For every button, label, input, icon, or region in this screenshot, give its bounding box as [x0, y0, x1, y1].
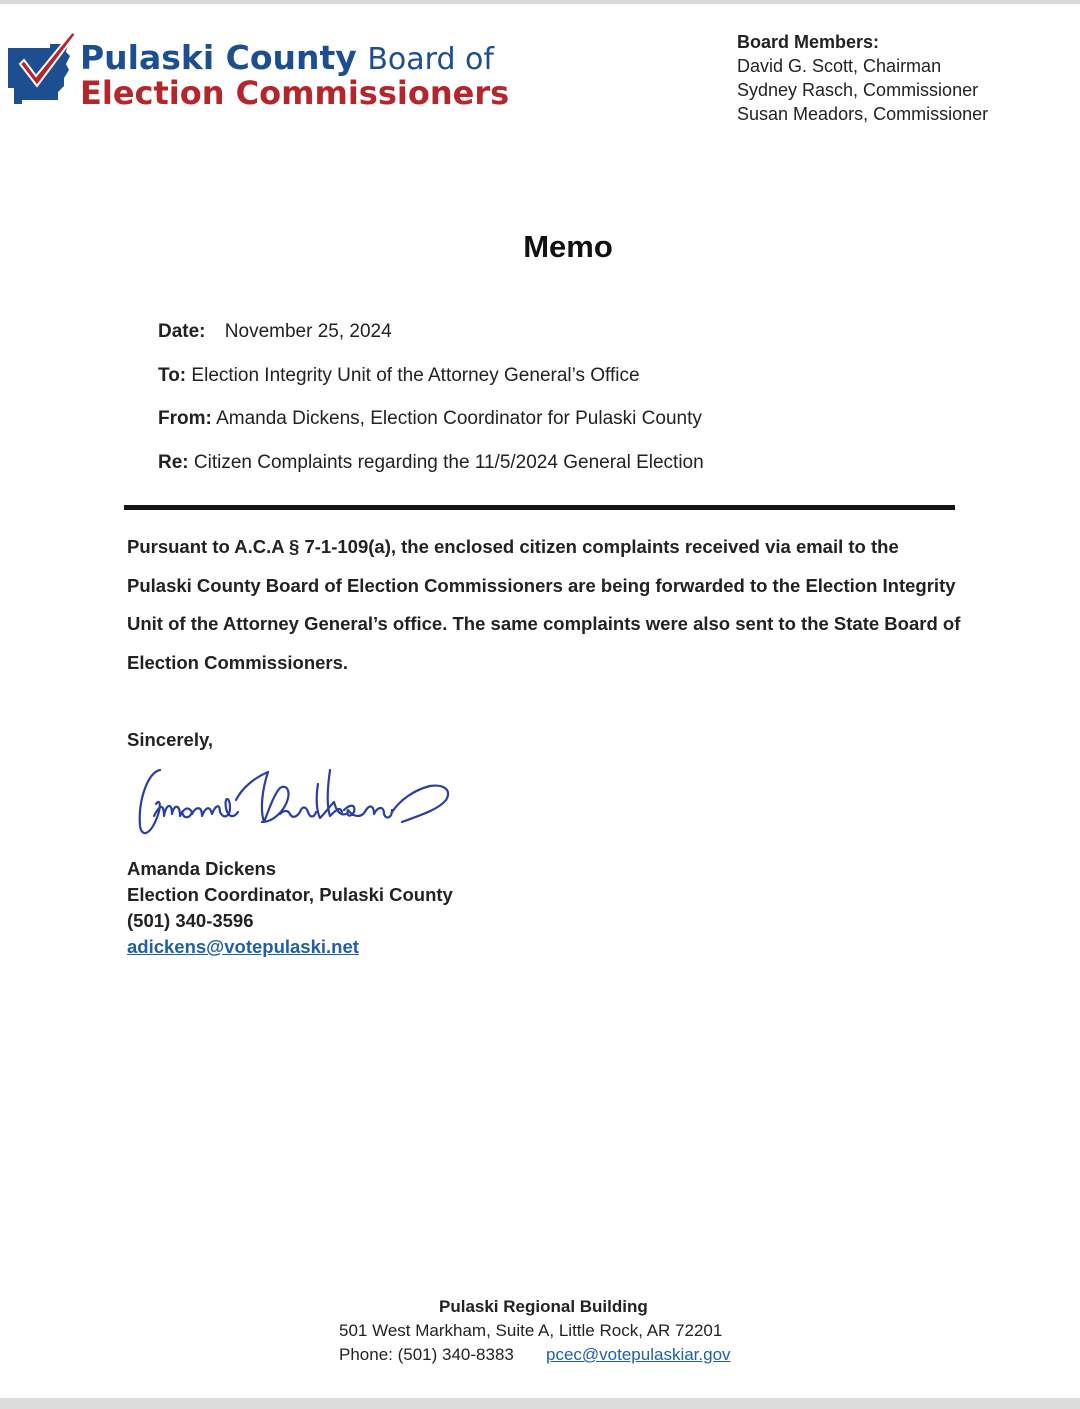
memo-from-field	[158, 407, 702, 431]
footer-building: Pulaski Regional Building	[439, 1297, 648, 1316]
logo-title-line2: Election Commissioners	[80, 74, 510, 112]
date-label: Date:	[158, 321, 206, 342]
memo-date-field	[158, 320, 392, 344]
bottom-border	[0, 1398, 1080, 1409]
re-label: Re:	[158, 452, 189, 473]
logo-county-name: Pulaski County	[80, 38, 357, 77]
signer-email-link[interactable]: adickens@votepulaski.net	[127, 936, 359, 957]
from-label: From:	[158, 408, 212, 429]
from-value: Amanda Dickens, Election Coordinator for Pulaski County	[216, 408, 702, 429]
board-member: Susan Meadors, Commissioner	[737, 104, 989, 124]
signer-title: Election Coordinator, Pulaski County	[127, 884, 453, 905]
logo-board-of: Board of	[367, 42, 494, 77]
board-member: Sydney Rasch, Commissioner	[737, 80, 979, 100]
memo-body-paragraph: Pursuant to A.C.A § 7-1-109(a), the enclosed citizen complaints received via email to the Pulaski County Board of Election Commissioners are being forwarded to the Election Integrity Unit of the Attorney General’s office. The same complaints were also sent to the State Board of Election Commissioners.	[127, 536, 961, 674]
closing-salutation: Sincerely,	[127, 729, 214, 750]
signer-name: Amanda Dickens	[127, 858, 277, 879]
handwritten-signature	[130, 760, 470, 846]
memo-title: Memo	[523, 229, 613, 264]
signature-block	[127, 856, 453, 960]
footer-phone: Phone: (501) 340-8383	[339, 1345, 514, 1364]
footer-address: 501 West Markham, Suite A, Little Rock, AR 72201	[339, 1321, 723, 1340]
memo-to-field	[158, 364, 640, 388]
re-value: Citizen Complaints regarding the 11/5/2024 General Election	[193, 452, 704, 473]
to-value: Election Integrity Unit of the Attorney General’s Office	[191, 365, 640, 386]
to-label: To:	[158, 365, 187, 386]
top-border	[0, 0, 1080, 4]
signer-phone: (501) 340-3596	[127, 910, 254, 931]
date-value: November 25, 2024	[224, 321, 392, 342]
header-divider	[124, 505, 955, 510]
memo-re-field	[158, 451, 704, 475]
board-members-list	[737, 30, 988, 126]
arkansas-checkmark-icon	[6, 30, 78, 106]
footer-email-link[interactable]: pcec@votepulaskiar.gov	[546, 1345, 731, 1364]
board-member: David G. Scott, Chairman	[737, 56, 942, 76]
board-members-heading: Board Members:	[737, 32, 880, 52]
